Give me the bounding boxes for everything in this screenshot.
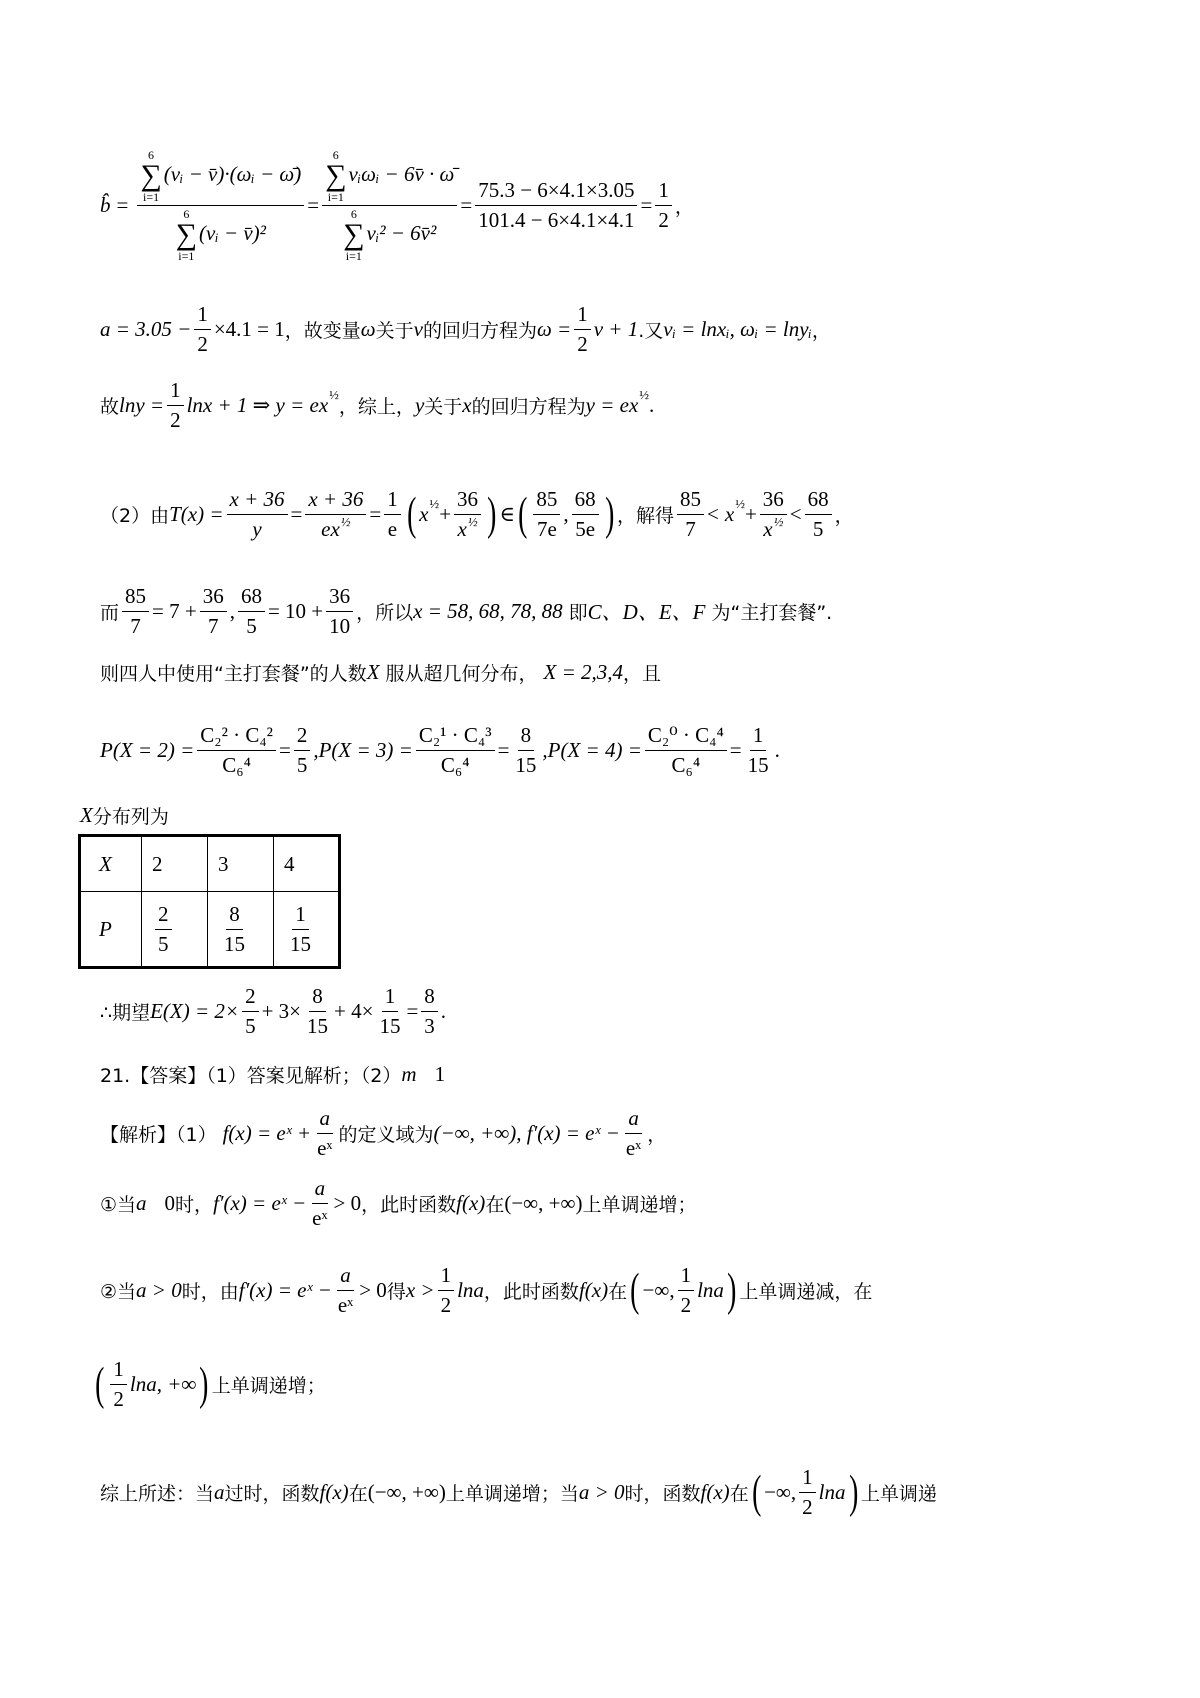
distribution-title: X 分布列为 — [80, 802, 169, 828]
b-hat-formula: b̂ = 6 ∑ i=1 (vᵢ − v̄)·(ωᵢ − ω̄) 6 ∑ i=1 (vᵢ − v̄)² = 6 ∑ i=1 vᵢωᵢ − 6v̄ · ω̄ 6 ∑ i=1 vᵢ² − 6v̄² = $\frac{75.3 - 6\times 4.1\times 3.05}{101.4 - 6\times 4.1\times 4.1}$ = $\frac{1}{2}$ ， — [100, 147, 694, 263]
case-1: ①当 a 0 时， f′(x) = eˣ − $\frac{a}{\text{eˣ}}$ > 0 ，此时函数 f(x) 在 (−∞, +∞) 上单调递增； — [100, 1176, 697, 1230]
summary: 综上所述：当 a 过时，函数 f(x) 在 (−∞, +∞) 上单调递增；当 a > 0 时，函数 f(x) 在 ( −∞, $\frac{1}{2}$ lna ) 上单调递 — [100, 1465, 937, 1519]
b-hat-result: $\frac{1}{2}$ — [655, 178, 672, 231]
q21-answer: 21.【答案】（1）答案见解析；（2） m 1 — [100, 1061, 446, 1087]
b-hat-symbol: b̂ — [100, 192, 111, 217]
table-row: X 2 3 4 — [80, 836, 340, 892]
b-hat-fraction-1: 6 ∑ i=1 (vᵢ − v̄)·(ωᵢ − ω̄) 6 ∑ i=1 (vᵢ − v̄)² — [137, 149, 304, 262]
expectation: ∴期望 E(X) = 2× $\frac{2}{5}$ + 3× $\frac{8}{15}$ + 4× $\frac{1}{15}$ = $\frac{8}{3}$ . — [100, 984, 447, 1038]
b-hat-fraction-2: 6 ∑ i=1 vᵢωᵢ − 6v̄ · ω̄ 6 ∑ i=1 vᵢ² − 6v̄² — [322, 149, 457, 262]
line-a-equation: a = 3.05 − $\frac{1}{2}$ ×4.1 = 1 ，故变量 ω 关于 v 的回归方程为 ω = $\frac{1}{2}$ v + 1 .又 vᵢ = lnxᵢ, ωᵢ = lnyᵢ ， — [100, 302, 831, 356]
b-hat-fraction-3: $\frac{75.3 - 6\times 4.1\times 3.05}{101.4 - 6\times 4.1\times 4.1}$ — [475, 178, 637, 231]
probabilities: P(X = 2) = $\frac{\text{C₂² · C₄²}}{\text{C₆⁴}}$ = $\frac{2}{5}$ ,P(X = 3) = $\frac{\text{C₂¹ · C₄³}}{\text{C₆⁴}}$ = $\frac{8}{15}$ ,P(X = 4) = $\frac{\text{C₂⁰ · C₄⁴}}{\text{C₆⁴}}$ = $\frac{1}{15}$ . — [100, 723, 780, 777]
line-er: 而 $\frac{85}{7}$ = 7 + $\frac{36}{7}$ , $\frac{68}{5}$ = 10 + $\frac{36}{10}$ ，所以 x = 58, 68, 78, 88 即 C、D、E、F 为“主打套餐”. — [100, 584, 833, 638]
case-2-continued: ( $\frac{1}{2}$ lna, +∞ ) 上单调递增； — [95, 1357, 326, 1411]
analysis-1: 【解析】（1） f(x) = eˣ + $\frac{a}{\text{eˣ}}$ 的定义域为 (−∞, +∞), f′(x) = eˣ − $\frac{a}{\text{eˣ}}$ ， — [100, 1106, 667, 1160]
table-row: P $\frac{2}{5}$ $\frac{8}{15}$ $\frac{1}{15}$ — [80, 892, 340, 968]
part2-equation: （2）由 T(x) = $\frac{x + 36}{y}$ = $\frac{x + 36}{ex^{\frac{1}{2}}}$ = $\frac{1}{e}$ ( x ½ + $\frac{36}{x^{\frac{1}{2}}}$ ) ∈ ( $\frac{85}{7e}$ , $\frac{68}{5e}$ ) ，解得 $\frac{85}{7}$ < x ½ + $\frac{36}{x^{\frac{1}{2}}}$ < $\frac{68}{5}$ ， — [100, 487, 854, 541]
distribution-table — [78, 834, 341, 969]
case-2: ②当 a > 0 时，由 f′(x) = eˣ − $\frac{a}{\text{eˣ}}$ > 0 得 x > $\frac{1}{2}$ lna ，此时函数 f(x) 在 ( −∞, $\frac{1}{2}$ lna ) 上单调递减，在 — [100, 1263, 873, 1317]
line-distribution: 则四人中使用“主打套餐”的人数 X 服从超几何分布， X = 2,3,4 ，且 — [100, 659, 662, 685]
line-ln-equation: 故 lny = $\frac{1}{2}$ lnx + 1 ⇒ y = ex ½ ，综上， y 关于 x 的回归方程为 y = ex ½ . — [100, 378, 655, 432]
